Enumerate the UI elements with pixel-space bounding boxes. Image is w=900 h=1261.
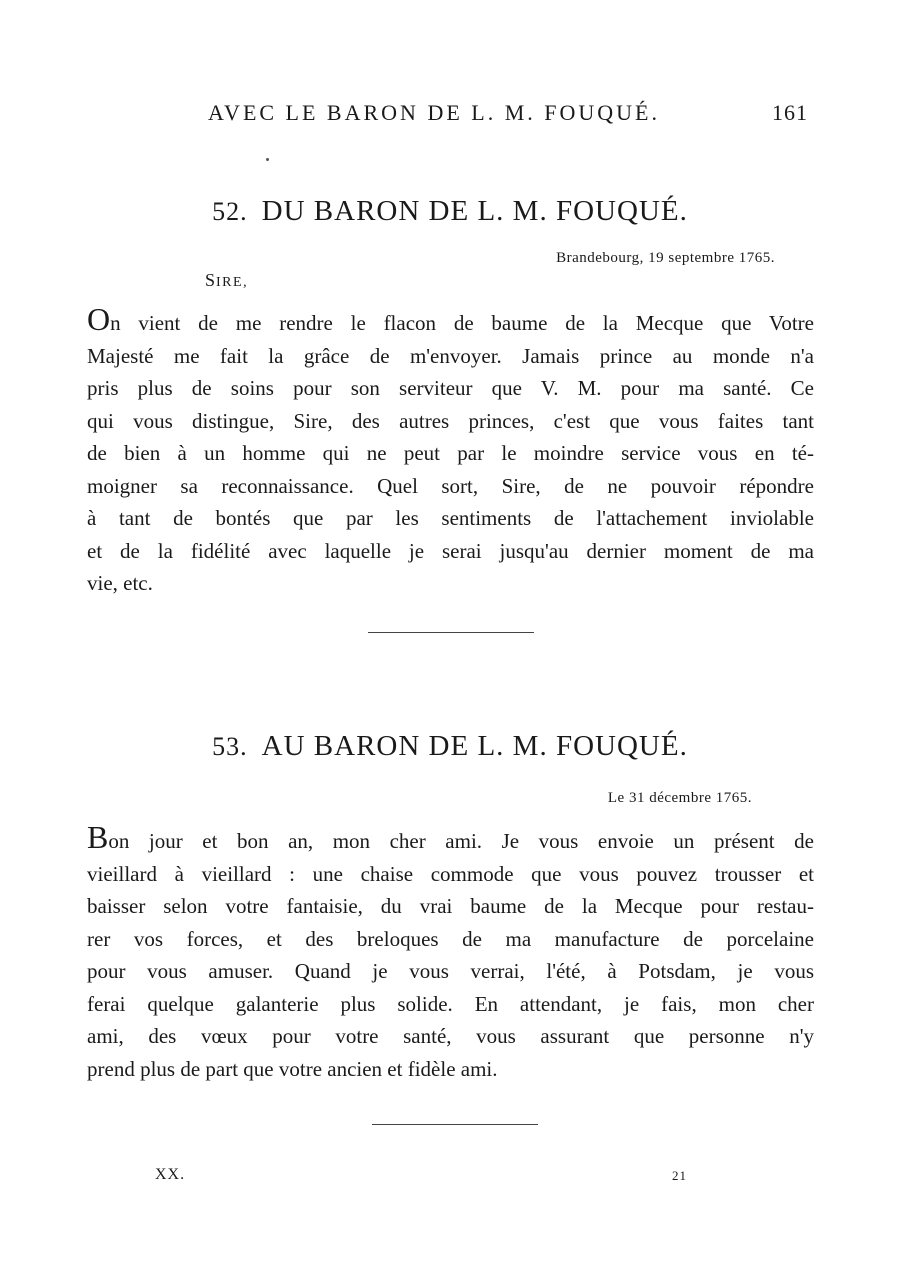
letter-52-dateline: Brandebourg, 19 septembre 1765. <box>556 250 775 266</box>
body-line: Majesté me fait la grâce de m'envoyer. Jamais prince au monde n'a <box>87 343 814 368</box>
print-speck <box>266 158 269 161</box>
running-head <box>208 100 808 130</box>
letter-title: DU BARON DE L. M. FOUQUÉ. <box>261 195 688 227</box>
body-line: Bon jour et bon an, mon cher ami. Je vous envoie un présent de <box>87 819 814 855</box>
body-line: qui vous distingue, Sire, des autres princes, c'est que vous faites tant <box>87 408 814 433</box>
sheet-number: 21 <box>672 1168 687 1183</box>
letter-52-body <box>87 301 814 600</box>
body-line: ferai quelque galanterie plus solide. En attendant, je fais, mon cher <box>87 991 814 1016</box>
letter-52-salutation <box>205 270 248 291</box>
letter-53-body <box>87 819 814 1085</box>
body-line: pris plus de soins pour son serviteur que V. M. pour ma santé. Ce <box>87 376 814 400</box>
body-line: pour vous amuser. Quand je vous verrai, l'été, à Potsdam, je vous <box>87 959 814 983</box>
letter-number: 53. <box>212 732 248 761</box>
letter-title: AU BARON DE L. M. FOUQUÉ. <box>261 730 688 762</box>
letter-number: 52. <box>212 197 248 226</box>
body-line: de bien à un homme qui ne peut par le moindre service vous en té- <box>87 441 814 465</box>
drop-cap: O <box>87 301 111 337</box>
section-divider <box>372 1124 538 1125</box>
letter-52-heading <box>0 195 900 228</box>
salutation-initial: S <box>205 270 217 290</box>
body-line: moigner sa reconnaissance. Quel sort, Sire, de ne pouvoir répondre <box>87 473 814 498</box>
body-line: On vient de me rendre le flacon de baume de la Mecque que Votre <box>87 301 814 337</box>
section-divider <box>368 632 534 633</box>
running-head-title: AVEC LE BARON DE L. M. FOUQUÉ. <box>208 100 660 125</box>
body-line: et de la fidélité avec laquelle je serai jusqu'au dernier moment de ma <box>87 538 814 563</box>
body-line: rer vos forces, et des breloques de ma manufacture de porcelaine <box>87 926 814 951</box>
letter-53-heading <box>0 730 900 763</box>
salutation-rest: IRE, <box>216 275 249 290</box>
body-line: ami, des vœux pour votre santé, vous assurant que personne n'y <box>87 1024 814 1048</box>
signature-mark: XX. <box>155 1166 186 1183</box>
drop-cap: B <box>87 819 109 855</box>
page-number: 161 <box>772 100 808 125</box>
body-line: vie, etc. <box>87 571 153 595</box>
body-line: à tant de bontés que par les sentiments de l'attachement inviolable <box>87 506 814 530</box>
body-line: prend plus de part que votre ancien et fidèle ami. <box>87 1056 498 1081</box>
body-line: vieillard à vieillard : une chaise commode que vous pouvez trousser et <box>87 861 814 886</box>
letter-53-dateline: Le 31 décembre 1765. <box>607 790 752 806</box>
body-line: baisser selon votre fantaisie, du vrai baume de la Mecque pour restau- <box>87 894 814 918</box>
